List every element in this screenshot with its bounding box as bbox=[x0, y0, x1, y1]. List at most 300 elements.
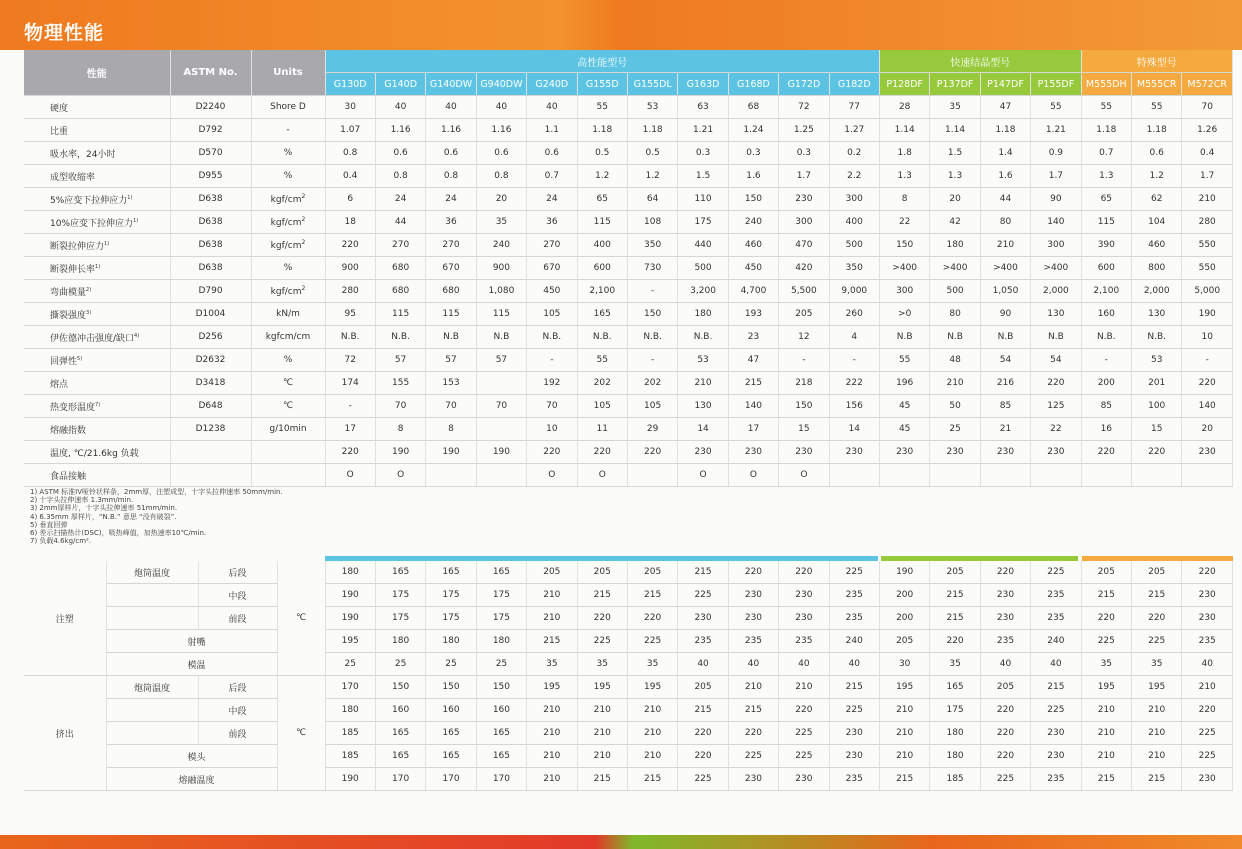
table-row bbox=[24, 349, 1233, 372]
astm-number: D1004 bbox=[170, 303, 251, 326]
footnote-ref: 1) bbox=[104, 240, 110, 247]
value-cell: 80 bbox=[980, 211, 1030, 234]
value-cell: 4 bbox=[829, 326, 879, 349]
table-row bbox=[24, 395, 1233, 418]
value-cell: 230 bbox=[829, 745, 879, 768]
value-cell: 1.6 bbox=[728, 165, 778, 188]
value-cell: 1.3 bbox=[1081, 165, 1131, 188]
value-cell: 20 bbox=[476, 188, 526, 211]
value-cell: 600 bbox=[1081, 257, 1131, 280]
value-cell: 185 bbox=[325, 745, 375, 768]
value-cell: 1.21 bbox=[678, 119, 728, 142]
value-cell: 210 bbox=[779, 676, 829, 699]
value-cell: 35 bbox=[1081, 653, 1131, 676]
value-cell: 220 bbox=[980, 699, 1030, 722]
astm-number: D792 bbox=[170, 119, 251, 142]
process-section: 挤出 bbox=[24, 676, 106, 791]
value-cell: - bbox=[325, 395, 375, 418]
value-cell: 0.7 bbox=[527, 165, 577, 188]
value-cell: 235 bbox=[1031, 768, 1081, 791]
value-cell: 64 bbox=[627, 188, 677, 211]
value-cell: 165 bbox=[476, 745, 526, 768]
table-row bbox=[24, 607, 1233, 630]
value-cell bbox=[476, 372, 526, 395]
value-cell: 450 bbox=[728, 257, 778, 280]
value-cell: 25 bbox=[426, 653, 476, 676]
value-cell: 190 bbox=[325, 584, 375, 607]
value-cell: 205 bbox=[980, 676, 1030, 699]
table-row bbox=[24, 280, 1233, 303]
value-cell: O bbox=[527, 464, 577, 487]
value-cell: 220 bbox=[779, 561, 829, 584]
value-cell: 210 bbox=[1182, 188, 1233, 211]
footnote: 2) 十字头拉伸速率 1.3mm/min. bbox=[30, 496, 134, 505]
astm-number: D638 bbox=[170, 211, 251, 234]
value-cell: 20 bbox=[930, 188, 980, 211]
value-cell bbox=[879, 464, 929, 487]
header-units: Units bbox=[251, 50, 325, 96]
value-cell: 70 bbox=[375, 395, 425, 418]
value-cell: 3,200 bbox=[678, 280, 728, 303]
footnote-ref: 1) bbox=[95, 263, 101, 270]
astm-number: D570 bbox=[170, 142, 251, 165]
footnote-ref: 5) bbox=[77, 355, 83, 362]
value-cell: 108 bbox=[627, 211, 677, 234]
value-cell: 1.18 bbox=[1081, 119, 1131, 142]
astm-number: D256 bbox=[170, 326, 251, 349]
value-cell: 77 bbox=[829, 96, 879, 119]
value-cell: 100 bbox=[1132, 395, 1182, 418]
value-cell: 210 bbox=[1081, 745, 1131, 768]
footnotes bbox=[30, 488, 283, 545]
unit: g/10min bbox=[251, 418, 325, 441]
table-row bbox=[24, 188, 1233, 211]
astm-number: D648 bbox=[170, 395, 251, 418]
table-row bbox=[24, 441, 1233, 464]
astm-number bbox=[170, 441, 251, 464]
value-cell: O bbox=[779, 464, 829, 487]
value-cell: 235 bbox=[829, 768, 879, 791]
property-name: 温度, ℃/21.6kg 负载 bbox=[24, 441, 170, 464]
value-cell: 175 bbox=[678, 211, 728, 234]
value-cell: 54 bbox=[980, 349, 1030, 372]
unit-superscript: 2 bbox=[301, 285, 306, 292]
value-cell: 55 bbox=[577, 349, 627, 372]
value-cell: 220 bbox=[980, 561, 1030, 584]
value-cell bbox=[980, 464, 1030, 487]
value-cell: 70 bbox=[426, 395, 476, 418]
value-cell: 195 bbox=[577, 676, 627, 699]
value-cell: 230 bbox=[980, 607, 1030, 630]
value-cell: 40 bbox=[476, 96, 526, 119]
astm-number: D1238 bbox=[170, 418, 251, 441]
value-cell: N.B. bbox=[527, 326, 577, 349]
value-cell: 153 bbox=[426, 372, 476, 395]
value-cell: 220 bbox=[1182, 372, 1233, 395]
value-cell: 240 bbox=[476, 234, 526, 257]
value-cell: 155 bbox=[375, 372, 425, 395]
property-name: 断裂伸长率$^{1)}$ bbox=[24, 257, 170, 280]
value-cell: 150 bbox=[728, 188, 778, 211]
value-cell: 225 bbox=[829, 561, 879, 584]
value-cell: 210 bbox=[728, 676, 778, 699]
value-cell: 160 bbox=[426, 699, 476, 722]
footnote: 6) 差示扫描热计(DSC)，吸热峰值，加热速率10℃/min. bbox=[30, 528, 207, 537]
value-cell: 680 bbox=[426, 280, 476, 303]
value-cell: 192 bbox=[527, 372, 577, 395]
process-zone: 前段 bbox=[198, 607, 277, 630]
value-cell: N.B bbox=[980, 326, 1030, 349]
astm-number: D3418 bbox=[170, 372, 251, 395]
astm-number: D638 bbox=[170, 188, 251, 211]
value-cell: 0.4 bbox=[325, 165, 375, 188]
value-cell: 220 bbox=[678, 722, 728, 745]
value-cell: 193 bbox=[728, 303, 778, 326]
value-cell: 220 bbox=[980, 745, 1030, 768]
value-cell bbox=[426, 464, 476, 487]
astm-number: D2632 bbox=[170, 349, 251, 372]
value-cell: 350 bbox=[627, 234, 677, 257]
value-cell: 205 bbox=[930, 561, 980, 584]
value-cell: 202 bbox=[577, 372, 627, 395]
value-cell: 0.3 bbox=[678, 142, 728, 165]
process-item bbox=[106, 607, 198, 630]
value-cell: 225 bbox=[577, 630, 627, 653]
value-cell: 130 bbox=[1031, 303, 1081, 326]
value-cell: 216 bbox=[980, 372, 1030, 395]
property-name: 伊佐德冲击强度/缺口$^{4)}$ bbox=[24, 326, 170, 349]
value-cell: 175 bbox=[426, 607, 476, 630]
header-model: G140D bbox=[375, 73, 425, 96]
value-cell: 57 bbox=[375, 349, 425, 372]
value-cell: 220 bbox=[779, 699, 829, 722]
value-cell: - bbox=[627, 280, 677, 303]
value-cell bbox=[1081, 464, 1131, 487]
value-cell: 230 bbox=[980, 584, 1030, 607]
property-name: 弯曲模量$^{2)}$ bbox=[24, 280, 170, 303]
table-row bbox=[24, 257, 1233, 280]
table-row bbox=[24, 211, 1233, 234]
value-cell: 235 bbox=[829, 584, 879, 607]
value-cell: 1.07 bbox=[325, 119, 375, 142]
value-cell: 230 bbox=[1031, 722, 1081, 745]
value-cell: 0.5 bbox=[627, 142, 677, 165]
property-name: 热变形温度$^{7)}$ bbox=[24, 395, 170, 418]
value-cell: 220 bbox=[627, 607, 677, 630]
value-cell: 190 bbox=[426, 441, 476, 464]
value-cell: 185 bbox=[930, 768, 980, 791]
value-cell: 130 bbox=[1132, 303, 1182, 326]
value-cell: 390 bbox=[1081, 234, 1131, 257]
value-cell: 1.16 bbox=[375, 119, 425, 142]
value-cell: 225 bbox=[1182, 745, 1233, 768]
unit: kN/m bbox=[251, 303, 325, 326]
value-cell: 400 bbox=[829, 211, 879, 234]
value-cell: 0.3 bbox=[728, 142, 778, 165]
value-cell bbox=[1132, 464, 1182, 487]
value-cell: >0 bbox=[879, 303, 929, 326]
value-cell: 6 bbox=[325, 188, 375, 211]
value-cell: 350 bbox=[829, 257, 879, 280]
value-cell: 180 bbox=[476, 630, 526, 653]
value-cell: 14 bbox=[829, 418, 879, 441]
property-name: 硬度 bbox=[24, 96, 170, 119]
value-cell: 220 bbox=[577, 607, 627, 630]
value-cell: 40 bbox=[829, 653, 879, 676]
value-cell: 230 bbox=[1182, 584, 1233, 607]
value-cell: 53 bbox=[1132, 349, 1182, 372]
value-cell: 210 bbox=[577, 745, 627, 768]
value-cell: 53 bbox=[627, 96, 677, 119]
value-cell: 85 bbox=[980, 395, 1030, 418]
value-cell: 70 bbox=[1182, 96, 1233, 119]
value-cell: 195 bbox=[1132, 676, 1182, 699]
value-cell: 222 bbox=[829, 372, 879, 395]
value-cell: N.B. bbox=[577, 326, 627, 349]
value-cell: 230 bbox=[980, 441, 1030, 464]
value-cell: 0.5 bbox=[577, 142, 627, 165]
value-cell: 150 bbox=[779, 395, 829, 418]
table-row bbox=[24, 234, 1233, 257]
value-cell bbox=[1031, 464, 1081, 487]
value-cell: - bbox=[779, 349, 829, 372]
header-model: G182D bbox=[829, 73, 879, 96]
value-cell: 225 bbox=[1081, 630, 1131, 653]
value-cell: 300 bbox=[1031, 234, 1081, 257]
value-cell: 1.3 bbox=[930, 165, 980, 188]
unit: kgf/$cm^2$ bbox=[251, 211, 325, 234]
value-cell: 235 bbox=[728, 630, 778, 653]
process-unit: ℃ bbox=[277, 676, 325, 791]
value-cell: 550 bbox=[1182, 234, 1233, 257]
value-cell: 2,000 bbox=[1031, 280, 1081, 303]
header-model: M555DH bbox=[1081, 73, 1131, 96]
value-cell: 225 bbox=[1132, 630, 1182, 653]
table-row bbox=[24, 584, 1233, 607]
footer-banner bbox=[0, 835, 1242, 849]
value-cell: 210 bbox=[527, 768, 577, 791]
value-cell: 230 bbox=[779, 584, 829, 607]
value-cell: 195 bbox=[1081, 676, 1131, 699]
value-cell: 40 bbox=[527, 96, 577, 119]
process-section: 注塑 bbox=[24, 561, 106, 676]
value-cell: 2.2 bbox=[829, 165, 879, 188]
property-name: 断裂拉伸应力$^{1)}$ bbox=[24, 234, 170, 257]
property-name: 10%应变下拉伸应力$^{1)}$ bbox=[24, 211, 170, 234]
process-item: 模温 bbox=[106, 653, 277, 676]
value-cell: 24 bbox=[426, 188, 476, 211]
value-cell: 1.14 bbox=[930, 119, 980, 142]
value-cell: 202 bbox=[627, 372, 677, 395]
value-cell: 1.2 bbox=[577, 165, 627, 188]
value-cell: N.B. bbox=[375, 326, 425, 349]
value-cell: 235 bbox=[829, 607, 879, 630]
value-cell: 230 bbox=[779, 441, 829, 464]
value-cell: 270 bbox=[375, 234, 425, 257]
value-cell: 95 bbox=[325, 303, 375, 326]
table-row bbox=[24, 418, 1233, 441]
value-cell bbox=[476, 464, 526, 487]
value-cell: 1,050 bbox=[980, 280, 1030, 303]
value-cell: 230 bbox=[779, 607, 829, 630]
table-row bbox=[24, 303, 1233, 326]
value-cell: 500 bbox=[930, 280, 980, 303]
value-cell: 0.8 bbox=[375, 165, 425, 188]
value-cell: 200 bbox=[879, 584, 929, 607]
property-name: 熔点 bbox=[24, 372, 170, 395]
value-cell: 215 bbox=[577, 584, 627, 607]
value-cell: 65 bbox=[1081, 188, 1131, 211]
value-cell: 140 bbox=[1182, 395, 1233, 418]
value-cell: 0.2 bbox=[829, 142, 879, 165]
footnote: 1) ASTM 标准IV哑铃状样条，2mm厚，注塑成型，十字头拉伸速率 50mm/min. bbox=[30, 488, 283, 496]
value-cell: 190 bbox=[325, 607, 375, 630]
value-cell: N.B bbox=[426, 326, 476, 349]
value-cell: 1.24 bbox=[728, 119, 778, 142]
value-cell: 1.7 bbox=[1182, 165, 1233, 188]
table-row bbox=[24, 119, 1233, 142]
table-row bbox=[24, 561, 1233, 584]
value-cell: 300 bbox=[829, 188, 879, 211]
value-cell: 105 bbox=[527, 303, 577, 326]
value-cell: 225 bbox=[779, 722, 829, 745]
value-cell: 230 bbox=[829, 441, 879, 464]
value-cell: 165 bbox=[426, 745, 476, 768]
value-cell: 218 bbox=[779, 372, 829, 395]
value-cell: 140 bbox=[1031, 211, 1081, 234]
value-cell: 205 bbox=[678, 676, 728, 699]
value-cell: 44 bbox=[375, 211, 425, 234]
value-cell: 220 bbox=[1132, 607, 1182, 630]
value-cell: O bbox=[678, 464, 728, 487]
value-cell: 30 bbox=[325, 96, 375, 119]
value-cell: 280 bbox=[1182, 211, 1233, 234]
table-row bbox=[24, 722, 1233, 745]
value-cell: 190 bbox=[325, 768, 375, 791]
value-cell: 235 bbox=[980, 630, 1030, 653]
value-cell: 215 bbox=[930, 584, 980, 607]
value-cell: 200 bbox=[879, 607, 929, 630]
value-cell: 210 bbox=[577, 722, 627, 745]
value-cell: 8 bbox=[375, 418, 425, 441]
value-cell: 47 bbox=[980, 96, 1030, 119]
value-cell: 105 bbox=[627, 395, 677, 418]
page-title: 物理性能 bbox=[24, 22, 105, 44]
value-cell: 165 bbox=[577, 303, 627, 326]
value-cell: 300 bbox=[779, 211, 829, 234]
value-cell: 140 bbox=[728, 395, 778, 418]
value-cell: 57 bbox=[426, 349, 476, 372]
value-cell: 165 bbox=[476, 722, 526, 745]
value-cell: 1.21 bbox=[1031, 119, 1081, 142]
value-cell: 220 bbox=[930, 630, 980, 653]
header-banner bbox=[0, 0, 1242, 50]
value-cell: 21 bbox=[980, 418, 1030, 441]
value-cell: N.B bbox=[879, 326, 929, 349]
value-cell: 57 bbox=[476, 349, 526, 372]
value-cell: >400 bbox=[1031, 257, 1081, 280]
value-cell: 24 bbox=[375, 188, 425, 211]
value-cell: 2,100 bbox=[577, 280, 627, 303]
value-cell: 670 bbox=[426, 257, 476, 280]
value-cell: 201 bbox=[1132, 372, 1182, 395]
value-cell: 165 bbox=[476, 561, 526, 584]
value-cell: 730 bbox=[627, 257, 677, 280]
value-cell: 29 bbox=[627, 418, 677, 441]
value-cell: 225 bbox=[779, 745, 829, 768]
value-cell: 215 bbox=[930, 607, 980, 630]
process-zone: 后段 bbox=[198, 676, 277, 699]
process-item: 炮筒温度 bbox=[106, 561, 198, 584]
value-cell: 44 bbox=[980, 188, 1030, 211]
value-cell: 225 bbox=[678, 584, 728, 607]
property-name: 回弹性$^{5)}$ bbox=[24, 349, 170, 372]
value-cell: 12 bbox=[779, 326, 829, 349]
header-model: P155DF bbox=[1031, 73, 1081, 96]
table-row bbox=[24, 372, 1233, 395]
value-cell: 45 bbox=[879, 395, 929, 418]
header-model: G172D bbox=[779, 73, 829, 96]
footnote: 4) 6.35mm 厚样片，“N.B.” 意思 “没有破裂”. bbox=[30, 512, 177, 521]
value-cell: 40 bbox=[1031, 653, 1081, 676]
unit-superscript: 2 bbox=[301, 193, 306, 200]
value-cell: 70 bbox=[527, 395, 577, 418]
process-item: 模头 bbox=[106, 745, 277, 768]
value-cell: 230 bbox=[1182, 768, 1233, 791]
value-cell: 220 bbox=[728, 561, 778, 584]
value-cell: 1.18 bbox=[1132, 119, 1182, 142]
value-cell: 1.2 bbox=[1132, 165, 1182, 188]
value-cell: 225 bbox=[678, 768, 728, 791]
header-model: G168D bbox=[728, 73, 778, 96]
value-cell: 240 bbox=[728, 211, 778, 234]
value-cell: 220 bbox=[627, 441, 677, 464]
value-cell: 22 bbox=[879, 211, 929, 234]
process-zone: 中段 bbox=[198, 584, 277, 607]
value-cell: N.B. bbox=[325, 326, 375, 349]
value-cell: 174 bbox=[325, 372, 375, 395]
value-cell: 240 bbox=[1031, 630, 1081, 653]
value-cell: 260 bbox=[829, 303, 879, 326]
value-cell: 0.3 bbox=[779, 142, 829, 165]
value-cell: O bbox=[325, 464, 375, 487]
value-cell: 230 bbox=[779, 188, 829, 211]
value-cell: 1,080 bbox=[476, 280, 526, 303]
value-cell: 215 bbox=[678, 561, 728, 584]
value-cell: 470 bbox=[779, 234, 829, 257]
value-cell bbox=[476, 418, 526, 441]
value-cell: 2,100 bbox=[1081, 280, 1131, 303]
value-cell: 165 bbox=[375, 722, 425, 745]
value-cell: - bbox=[627, 349, 677, 372]
value-cell: 235 bbox=[1031, 607, 1081, 630]
table-row bbox=[24, 768, 1233, 791]
value-cell: 20 bbox=[1182, 418, 1233, 441]
value-cell: 230 bbox=[728, 441, 778, 464]
unit-superscript: 2 bbox=[301, 239, 306, 246]
unit: Shore D bbox=[251, 96, 325, 119]
table-row bbox=[24, 96, 1233, 119]
footnote-ref: 1) bbox=[133, 217, 139, 224]
value-cell: - bbox=[527, 349, 577, 372]
value-cell: 220 bbox=[1081, 607, 1131, 630]
unit-superscript: 2 bbox=[301, 216, 306, 223]
value-cell: 35 bbox=[577, 653, 627, 676]
value-cell: 900 bbox=[476, 257, 526, 280]
value-cell: 105 bbox=[577, 395, 627, 418]
value-cell: 150 bbox=[426, 676, 476, 699]
header-model: P137DF bbox=[930, 73, 980, 96]
